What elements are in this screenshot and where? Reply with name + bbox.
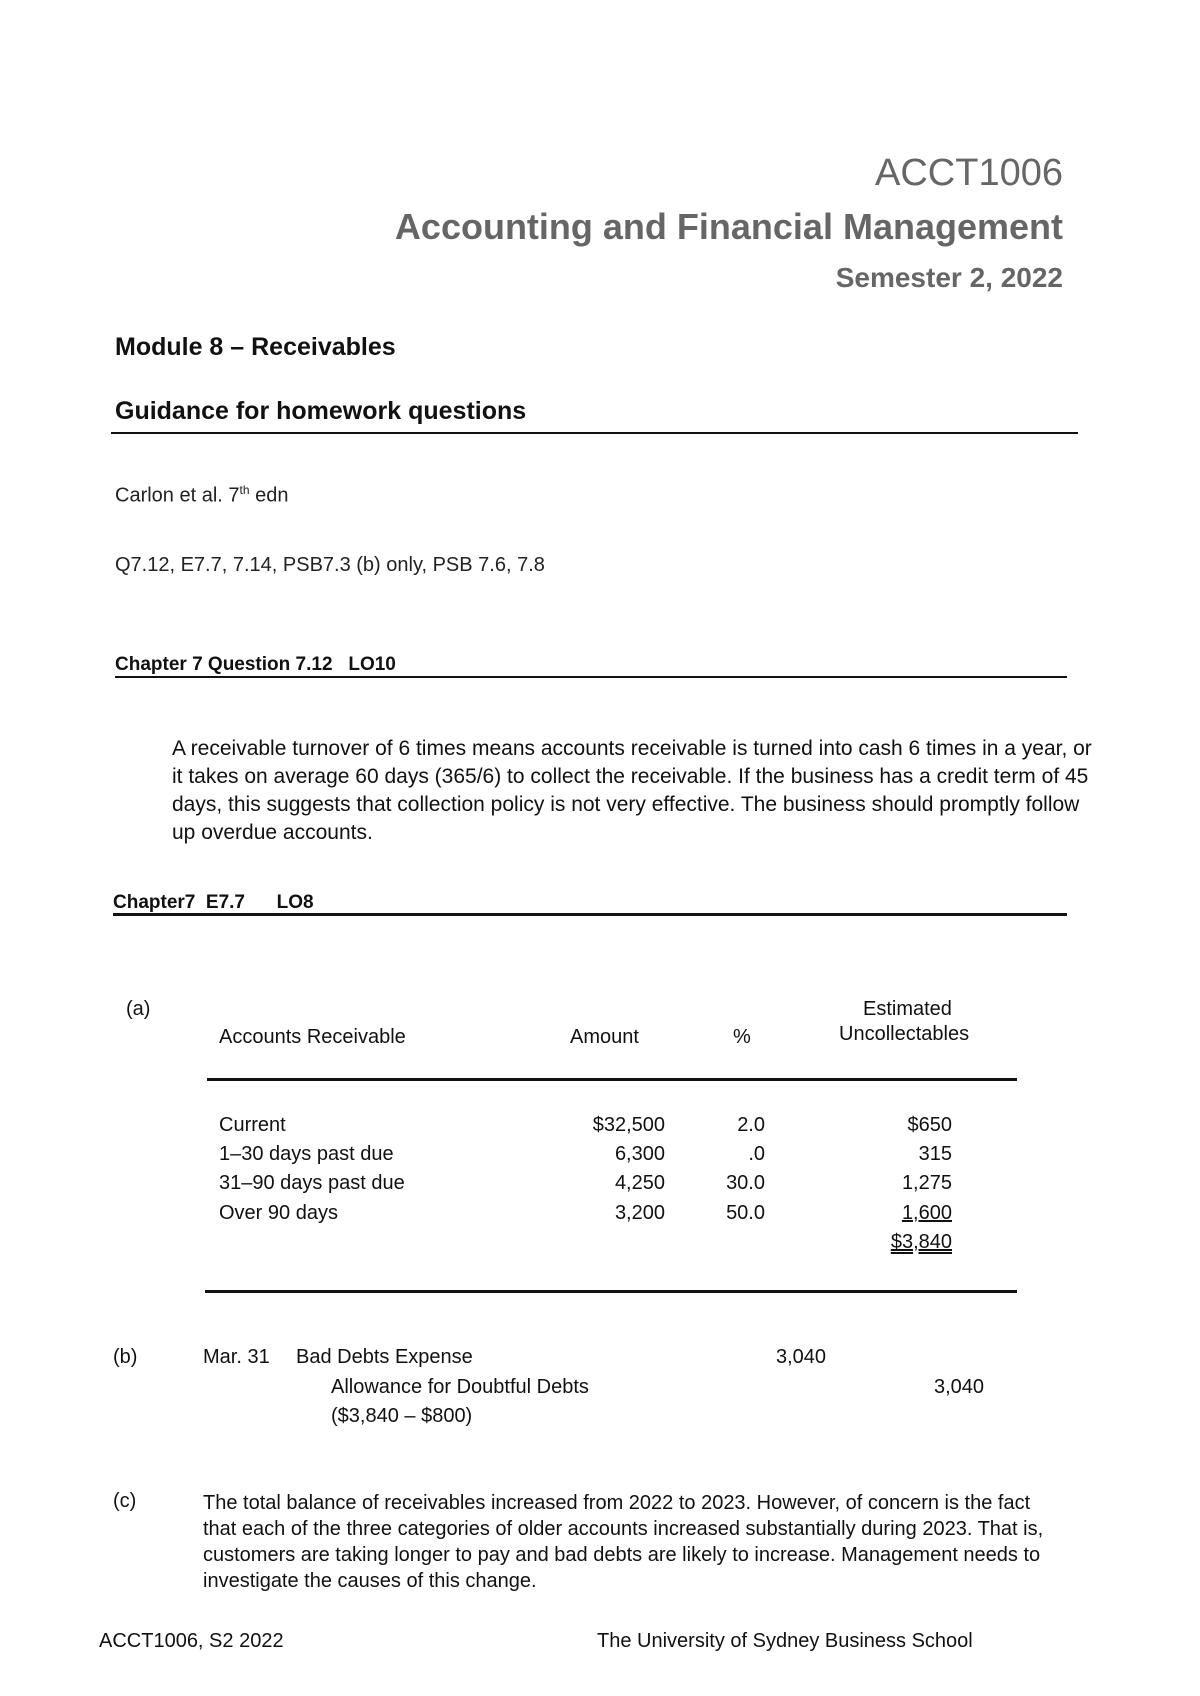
semester-label: Semester 2, 2022 — [835, 262, 1063, 293]
row-label: 31–90 days past due — [219, 1172, 405, 1194]
textbook-sup: th — [239, 483, 250, 497]
q712-heading: Chapter 7 Question 7.12 LO10 — [115, 654, 396, 675]
estimated-total: $3,840 — [890, 1231, 952, 1253]
debit-account: Bad Debts Expense — [296, 1346, 473, 1368]
journal-date: Mar. 31 — [203, 1346, 270, 1368]
textbook-reference — [115, 483, 288, 508]
footer-left: ACCT1006, S2 2022 — [99, 1630, 284, 1652]
row-estimated: 315 — [918, 1143, 952, 1165]
header-amount: Amount — [570, 1026, 639, 1048]
subject-title: Accounting and Financial Management — [394, 206, 1063, 247]
debit-amount: 3,040 — [776, 1346, 827, 1368]
part-a-label: (a) — [126, 998, 151, 1020]
e77-rule — [113, 913, 1067, 916]
row-percent: 50.0 — [726, 1202, 765, 1224]
textbook-suffix: edn — [249, 484, 289, 507]
course-code: ACCT1006 — [875, 152, 1063, 194]
table-top-rule — [207, 1078, 1017, 1081]
header-accounts-receivable: Accounts Receivable — [219, 1026, 406, 1048]
row-amount: 4,250 — [614, 1172, 665, 1194]
row-estimated: $650 — [907, 1114, 952, 1136]
journal-calculation: ($3,840 – $800) — [331, 1405, 473, 1427]
row-label: 1–30 days past due — [219, 1143, 394, 1165]
row-amount: $32,500 — [592, 1114, 665, 1136]
credit-account: Allowance for Doubtful Debts — [331, 1376, 589, 1398]
row-amount: 3,200 — [614, 1202, 665, 1224]
part-c-text: The total balance of receivables increased from 2022 to 2023. However, of concern is the fact that each of the three categories of older accounts increased substantially during 2023. That is, customers are taking longer to pay and bad debts are likely to increase. Management needs to investigate the causes of this change. — [203, 1492, 1044, 1592]
q712-rule — [115, 676, 1067, 678]
guidance-title: Guidance for homework questions — [115, 397, 527, 425]
row-percent: 30.0 — [726, 1172, 765, 1194]
module-title: Module 8 – Receivables — [115, 333, 396, 361]
textbook-prefix: Carlon et al. 7 — [115, 484, 240, 507]
part-b-label: (b) — [113, 1346, 138, 1368]
header-percent: % — [733, 1026, 751, 1048]
header-estimated: Estimated — [863, 998, 952, 1020]
row-estimated: 1,600 — [901, 1202, 952, 1224]
row-estimated: 1,275 — [901, 1172, 952, 1194]
e77-heading: Chapter7 E7.7 LO8 — [113, 892, 314, 913]
table-bottom-rule — [205, 1290, 1017, 1293]
row-label: Current — [219, 1114, 286, 1136]
row-label: Over 90 days — [219, 1202, 338, 1224]
row-percent: .0 — [748, 1143, 765, 1165]
header-uncollectables: Uncollectables — [839, 1023, 970, 1045]
credit-amount: 3,040 — [934, 1376, 985, 1398]
guidance-rule — [111, 432, 1078, 434]
questions-list: Q7.12, E7.7, 7.14, PSB7.3 (b) only, PSB 7.6, 7.8 — [115, 554, 545, 576]
footer-right: The University of Sydney Business School — [597, 1630, 973, 1652]
q712-answer: A receivable turnover of 6 times means accounts receivable is turned into cash 6 times in a year, or it takes on average 60 days (365/6) to collect the receivable. If the business has a credit term of 45 days, this suggests that collection policy is not very effective. The business should promptly follow up overdue accounts. — [172, 737, 1092, 844]
row-amount: 6,300 — [614, 1143, 665, 1165]
part-c-label: (c) — [113, 1490, 137, 1512]
row-percent: 2.0 — [737, 1114, 765, 1136]
